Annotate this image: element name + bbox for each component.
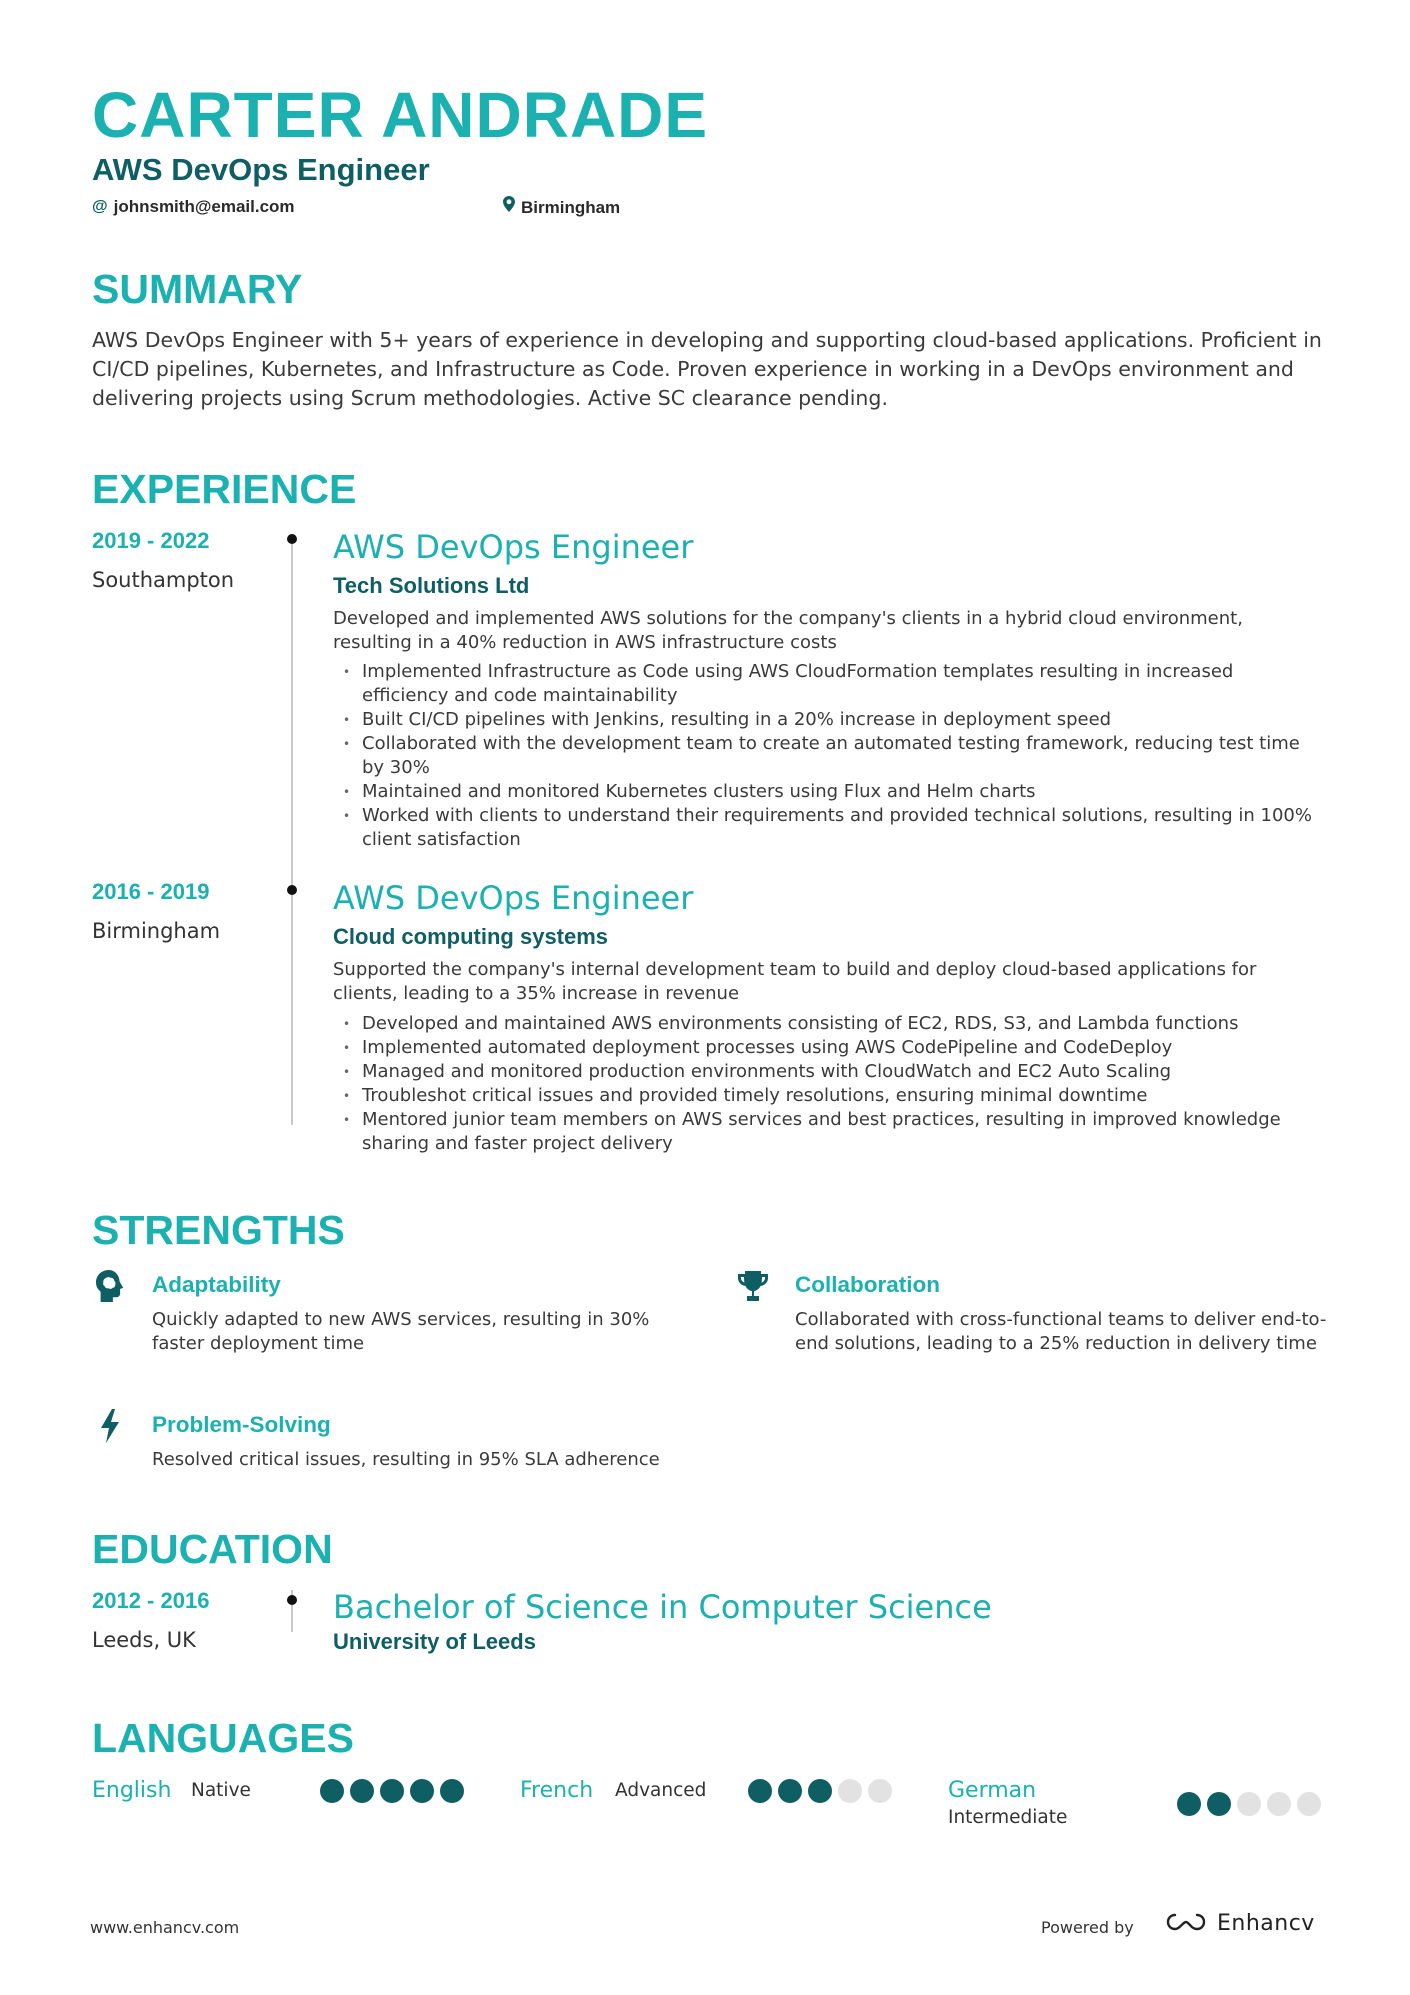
location-text: Birmingham [521,197,621,217]
strength-title: Collaboration [795,1272,940,1297]
timeline-dot [287,534,297,544]
job-bullets [333,1012,1323,1156]
job-role: AWS DevOps Engineer [333,879,694,917]
infinity-logo-icon [1163,1910,1209,1938]
timeline-dot [287,1595,297,1605]
summary-heading: SUMMARY [92,266,303,312]
job-location: Southampton [92,568,235,592]
language-name-french: French [520,1778,594,1803]
rating-dot-empty [1267,1792,1291,1816]
job-company: Cloud computing systems [333,924,609,949]
job-location: Birmingham [92,919,221,943]
experience-timeline [291,540,293,1125]
job-role: AWS DevOps Engineer [333,528,694,566]
rating-dot-empty [1237,1792,1261,1816]
map-pin-icon [503,196,515,219]
job-title: AWS DevOps Engineer [92,152,430,187]
trophy-icon [735,1268,771,1304]
footer-url[interactable]: www.enhancv.com [90,1918,240,1937]
list-item: • Managed and monitored production environments with CloudWatch and EC2 Auto Scaling [333,1060,1323,1084]
email-text: johnsmith@email.com [113,197,295,216]
strength-description: Resolved critical issues, resulting in 95% SLA adherence [152,1449,660,1470]
rating-dot-filled [778,1779,802,1803]
education-heading: EDUCATION [92,1526,333,1572]
job-dates: 2019 - 2022 [92,528,210,553]
rating-dot-filled [350,1779,374,1803]
strength-adaptability [92,1268,692,1354]
list-item: • Troubleshot critical issues and provided timely resolutions, ensuring minimal downtime [333,1084,1323,1108]
language-rating [1177,1792,1321,1816]
list-item: • Worked with clients to understand their requirements and provided technical solutions, resulting in 100% client satisfaction [333,804,1323,852]
education-location: Leeds, UK [92,1628,196,1652]
language-rating [320,1779,464,1803]
summary-text: AWS DevOps Engineer with 5+ years of experience in developing and supporting cloud-based applications. Proficient in CI/CD pipelines, Kubernetes, and Infrastructure as Code. Proven experience in working in a DevOps environment and delivering projects using Scrum methodologies. Active SC clearance pending. [92,328,1322,410]
languages-heading: LANGUAGES [92,1715,354,1761]
education-dates: 2012 - 2016 [92,1588,210,1613]
list-item: • Implemented Infrastructure as Code using AWS CloudFormation templates resulting in increased efficiency and code maintainability [333,660,1323,708]
rating-dot-empty [838,1779,862,1803]
job-description: Supported the company's internal development team to build and deploy cloud-based applications for clients, leading to a 35% increase in revenue [333,959,1257,1004]
list-item: • Built CI/CD pipelines with Jenkins, resulting in a 20% increase in deployment speed [333,708,1323,732]
list-item: • Implemented automated deployment processes using AWS CodePipeline and CodeDeploy [333,1036,1323,1060]
language-rating [748,1779,892,1803]
strength-description: Quickly adapted to new AWS services, resulting in 30% faster deployment time [152,1309,650,1354]
brand-logo[interactable] [1163,1910,1315,1938]
language-level: Advanced [615,1780,707,1801]
list-item: • Developed and maintained AWS environments consisting of EC2, RDS, S3, and Lambda functions [333,1012,1323,1036]
job-company: Tech Solutions Ltd [333,573,530,598]
experience-heading: EXPERIENCE [92,466,357,512]
job-description: Developed and implemented AWS solutions for the company's clients in a hybrid cloud environment, resulting in a 40% reduction in AWS infrastructure costs [333,608,1243,653]
language-name-english: English [92,1778,172,1803]
degree-title: Bachelor of Science in Computer Science [333,1588,992,1626]
rating-dot-filled [320,1779,344,1803]
lightning-bolt-icon [92,1408,128,1444]
job-bullets [333,660,1323,852]
rating-dot-filled [440,1779,464,1803]
rating-dot-filled [410,1779,434,1803]
strength-description: Collaborated with cross-functional teams to deliver end-to-end solutions, leading to a 25% reduction in delivery time [795,1309,1327,1354]
job-dates: 2016 - 2019 [92,879,210,904]
strength-title: Problem-Solving [152,1412,331,1437]
candidate-name: CARTER ANDRADE [92,79,709,151]
rating-dot-filled [748,1779,772,1803]
list-item: • Collaborated with the development team to create an automated testing framework, reducing test time by 30% [333,732,1323,780]
language-level: Intermediate [948,1807,1068,1828]
strength-collaboration [735,1268,1335,1368]
list-item: • Mentored junior team members on AWS services and best practices, resulting in improved knowledge sharing and faster project delivery [333,1108,1323,1156]
at-icon: @ [92,198,108,215]
rating-dot-filled [1207,1792,1231,1816]
powered-by-text: Powered by [1041,1918,1134,1937]
strength-title: Adaptability [152,1272,281,1297]
rating-dot-filled [380,1779,404,1803]
brand-name: Enhancv [1217,1911,1315,1936]
contact-email[interactable] [92,196,295,218]
contact-location [503,196,620,219]
head-brain-icon [92,1268,128,1304]
rating-dot-filled [808,1779,832,1803]
timeline-dot [287,885,297,895]
school-name: University of Leeds [333,1629,536,1654]
list-item: • Maintained and monitored Kubernetes clusters using Flux and Helm charts [333,780,1323,804]
language-name-german: German [948,1778,1037,1803]
language-level: Native [191,1780,251,1801]
strength-problem-solving [92,1408,692,1478]
rating-dot-empty [868,1779,892,1803]
rating-dot-filled [1177,1792,1201,1816]
strengths-heading: STRENGTHS [92,1207,345,1253]
rating-dot-empty [1297,1792,1321,1816]
